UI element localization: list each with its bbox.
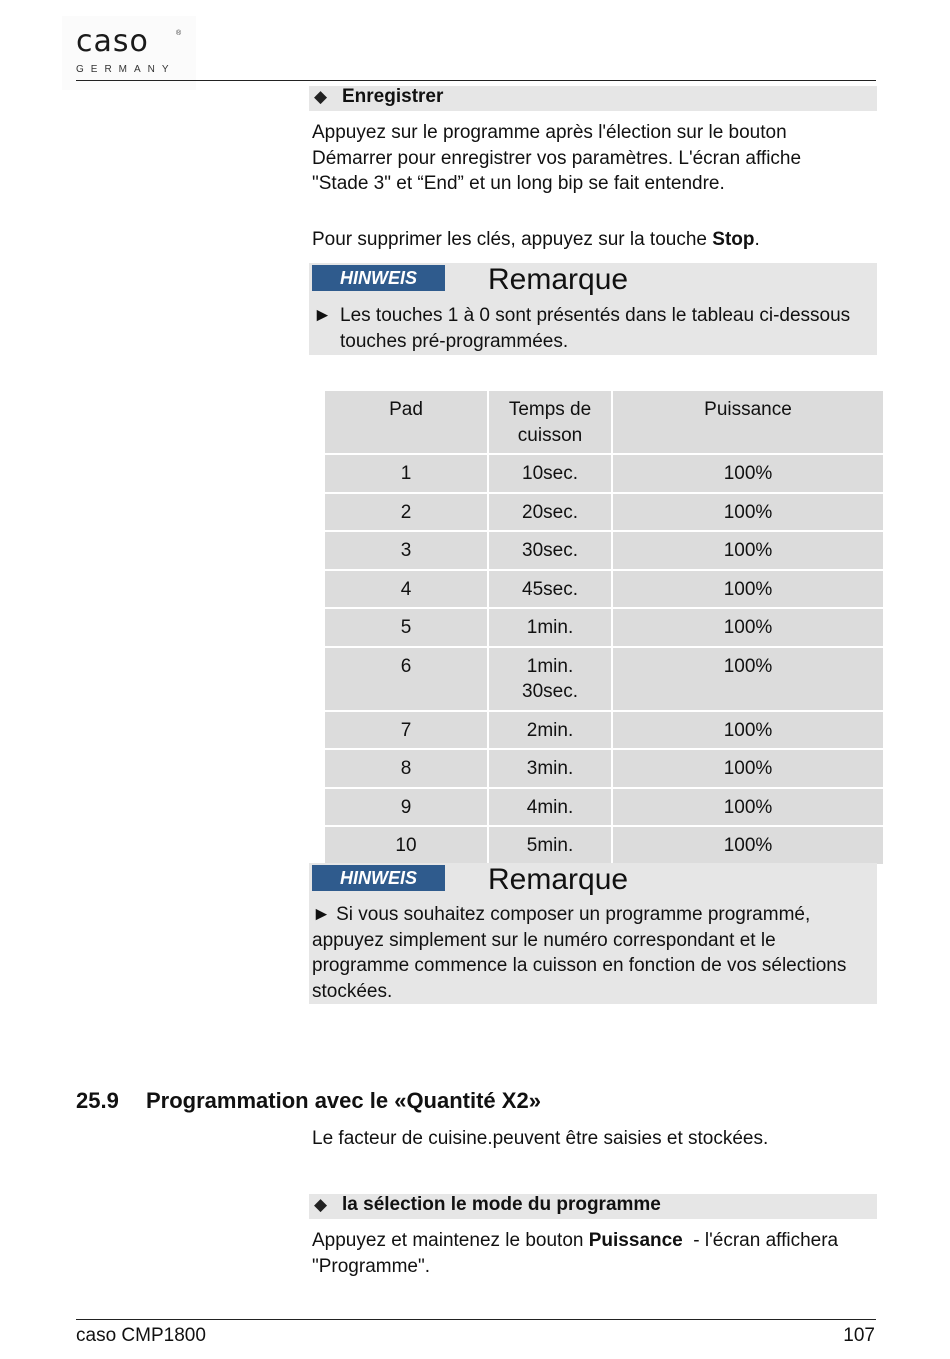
note-line: Les touches 1 à 0 sont présentés dans le tableau ci-dessous xyxy=(340,305,851,326)
table-cell: 2min. xyxy=(488,711,612,750)
preset-pads-table xyxy=(323,389,885,866)
table-cell: 100% xyxy=(612,647,884,711)
table-cell: 2 xyxy=(324,493,488,532)
paragraph-line: Démarrer pour enregistrer vos paramètres. L'écran affiche xyxy=(312,147,802,169)
table-cell: 100% xyxy=(612,570,884,609)
paragraph-line: "Programme". xyxy=(312,1255,431,1277)
note-line: programme commence la cuisson en fonction de vos sélections xyxy=(312,955,847,976)
table-cell: 8 xyxy=(324,749,488,788)
logo-wordmark: caso xyxy=(76,24,149,59)
table-row xyxy=(324,711,884,750)
section-bar-title: la sélection le mode du programme xyxy=(342,1194,661,1215)
table-cell: 100% xyxy=(612,454,884,493)
puissance-paragraph xyxy=(312,1228,838,1279)
note-box-1 xyxy=(309,263,877,355)
paragraph-line: Appuyez sur le programme après l'élection sur le bouton xyxy=(312,122,787,143)
table-cell: 100% xyxy=(612,608,884,647)
table-cell: 100% xyxy=(612,826,884,865)
logo-registered-mark: ® xyxy=(176,30,182,37)
table-cell: 6 xyxy=(324,647,488,711)
note-line: stockées. xyxy=(312,980,393,1002)
table-cell: 4min. xyxy=(488,788,612,827)
note-title: Remarque xyxy=(488,263,629,296)
hinweis-badge: HINWEIS xyxy=(312,265,445,291)
table-cell: 1 xyxy=(324,454,488,493)
footer-rule xyxy=(76,1319,876,1320)
column-header: Pad xyxy=(324,390,488,454)
note-line: appuyez simplement sur le numéro correspondant et le xyxy=(312,929,776,951)
paragraph-line: Appuyez et maintenez le bouton Puissance - l'écran affichera xyxy=(312,1230,839,1251)
stop-text-suffix: . xyxy=(754,229,760,250)
diamond-bullet-icon: ◆ xyxy=(314,1195,328,1214)
section-intro: Le facteur de cuisine.peuvent être saisies et stockées. xyxy=(312,1128,769,1149)
table-cell: 9 xyxy=(324,788,488,827)
table-cell: 3 xyxy=(324,531,488,570)
paragraph-line: "Stade 3" et “End” et un long bip se fait entendre. xyxy=(312,173,725,194)
stop-key-label: Stop xyxy=(712,229,755,250)
table-cell: 20sec. xyxy=(488,493,612,532)
table-row xyxy=(324,493,884,532)
section-bar-title: Enregistrer xyxy=(342,86,444,107)
table-cell: 5min. xyxy=(488,826,612,865)
table-cell: 10 xyxy=(324,826,488,865)
section-number: 25.9 xyxy=(76,1088,119,1113)
table-cell: 4 xyxy=(324,570,488,609)
section-heading: Programmation avec le «Quantité X2» xyxy=(146,1088,541,1113)
table-cell: 1min. xyxy=(488,608,612,647)
stop-text-prefix: Pour supprimer les clés, appuyez sur la touche xyxy=(312,229,713,250)
table-row xyxy=(324,749,884,788)
table-row xyxy=(324,608,884,647)
note-text xyxy=(312,902,846,1004)
header-rule xyxy=(76,80,876,81)
table-row xyxy=(324,570,884,609)
table-cell: 5 xyxy=(324,608,488,647)
note-line: touches pré-programmées. xyxy=(340,330,569,352)
table-row xyxy=(324,454,884,493)
footer-product: caso CMP1800 xyxy=(76,1325,206,1346)
table-cell: 100% xyxy=(612,749,884,788)
table-row xyxy=(324,647,884,711)
table-row xyxy=(324,788,884,827)
enregistrer-paragraph xyxy=(312,120,801,197)
table-cell: 100% xyxy=(612,493,884,532)
table-row xyxy=(324,531,884,570)
arrow-bullet-icon: ► xyxy=(313,305,332,326)
table-cell: 30sec. xyxy=(488,531,612,570)
table-cell: 1min. 30sec. xyxy=(488,647,612,711)
puissance-button-label: Puissance xyxy=(588,1230,683,1251)
note-text xyxy=(340,303,850,354)
logo-subtitle: GERMANY xyxy=(76,64,176,75)
table-cell: 100% xyxy=(612,711,884,750)
table-cell: 100% xyxy=(612,531,884,570)
hinweis-badge: HINWEIS xyxy=(312,865,445,891)
table-header-row xyxy=(324,390,884,454)
stop-paragraph xyxy=(312,227,760,253)
diamond-bullet-icon: ◆ xyxy=(314,87,328,106)
column-header: Puissance xyxy=(612,390,884,454)
note-line: ► Si vous souhaitez composer un programme programmé, xyxy=(312,904,811,925)
note-box-2 xyxy=(309,863,877,1004)
table-row xyxy=(324,826,884,865)
table-cell: 3min. xyxy=(488,749,612,788)
table-cell: 45sec. xyxy=(488,570,612,609)
caso-logo xyxy=(62,16,196,90)
table-cell: 7 xyxy=(324,711,488,750)
page-number: 107 xyxy=(843,1325,875,1346)
column-header: Temps de cuisson xyxy=(488,390,612,454)
table-cell: 10sec. xyxy=(488,454,612,493)
table-cell: 100% xyxy=(612,788,884,827)
note-title: Remarque xyxy=(488,863,629,896)
